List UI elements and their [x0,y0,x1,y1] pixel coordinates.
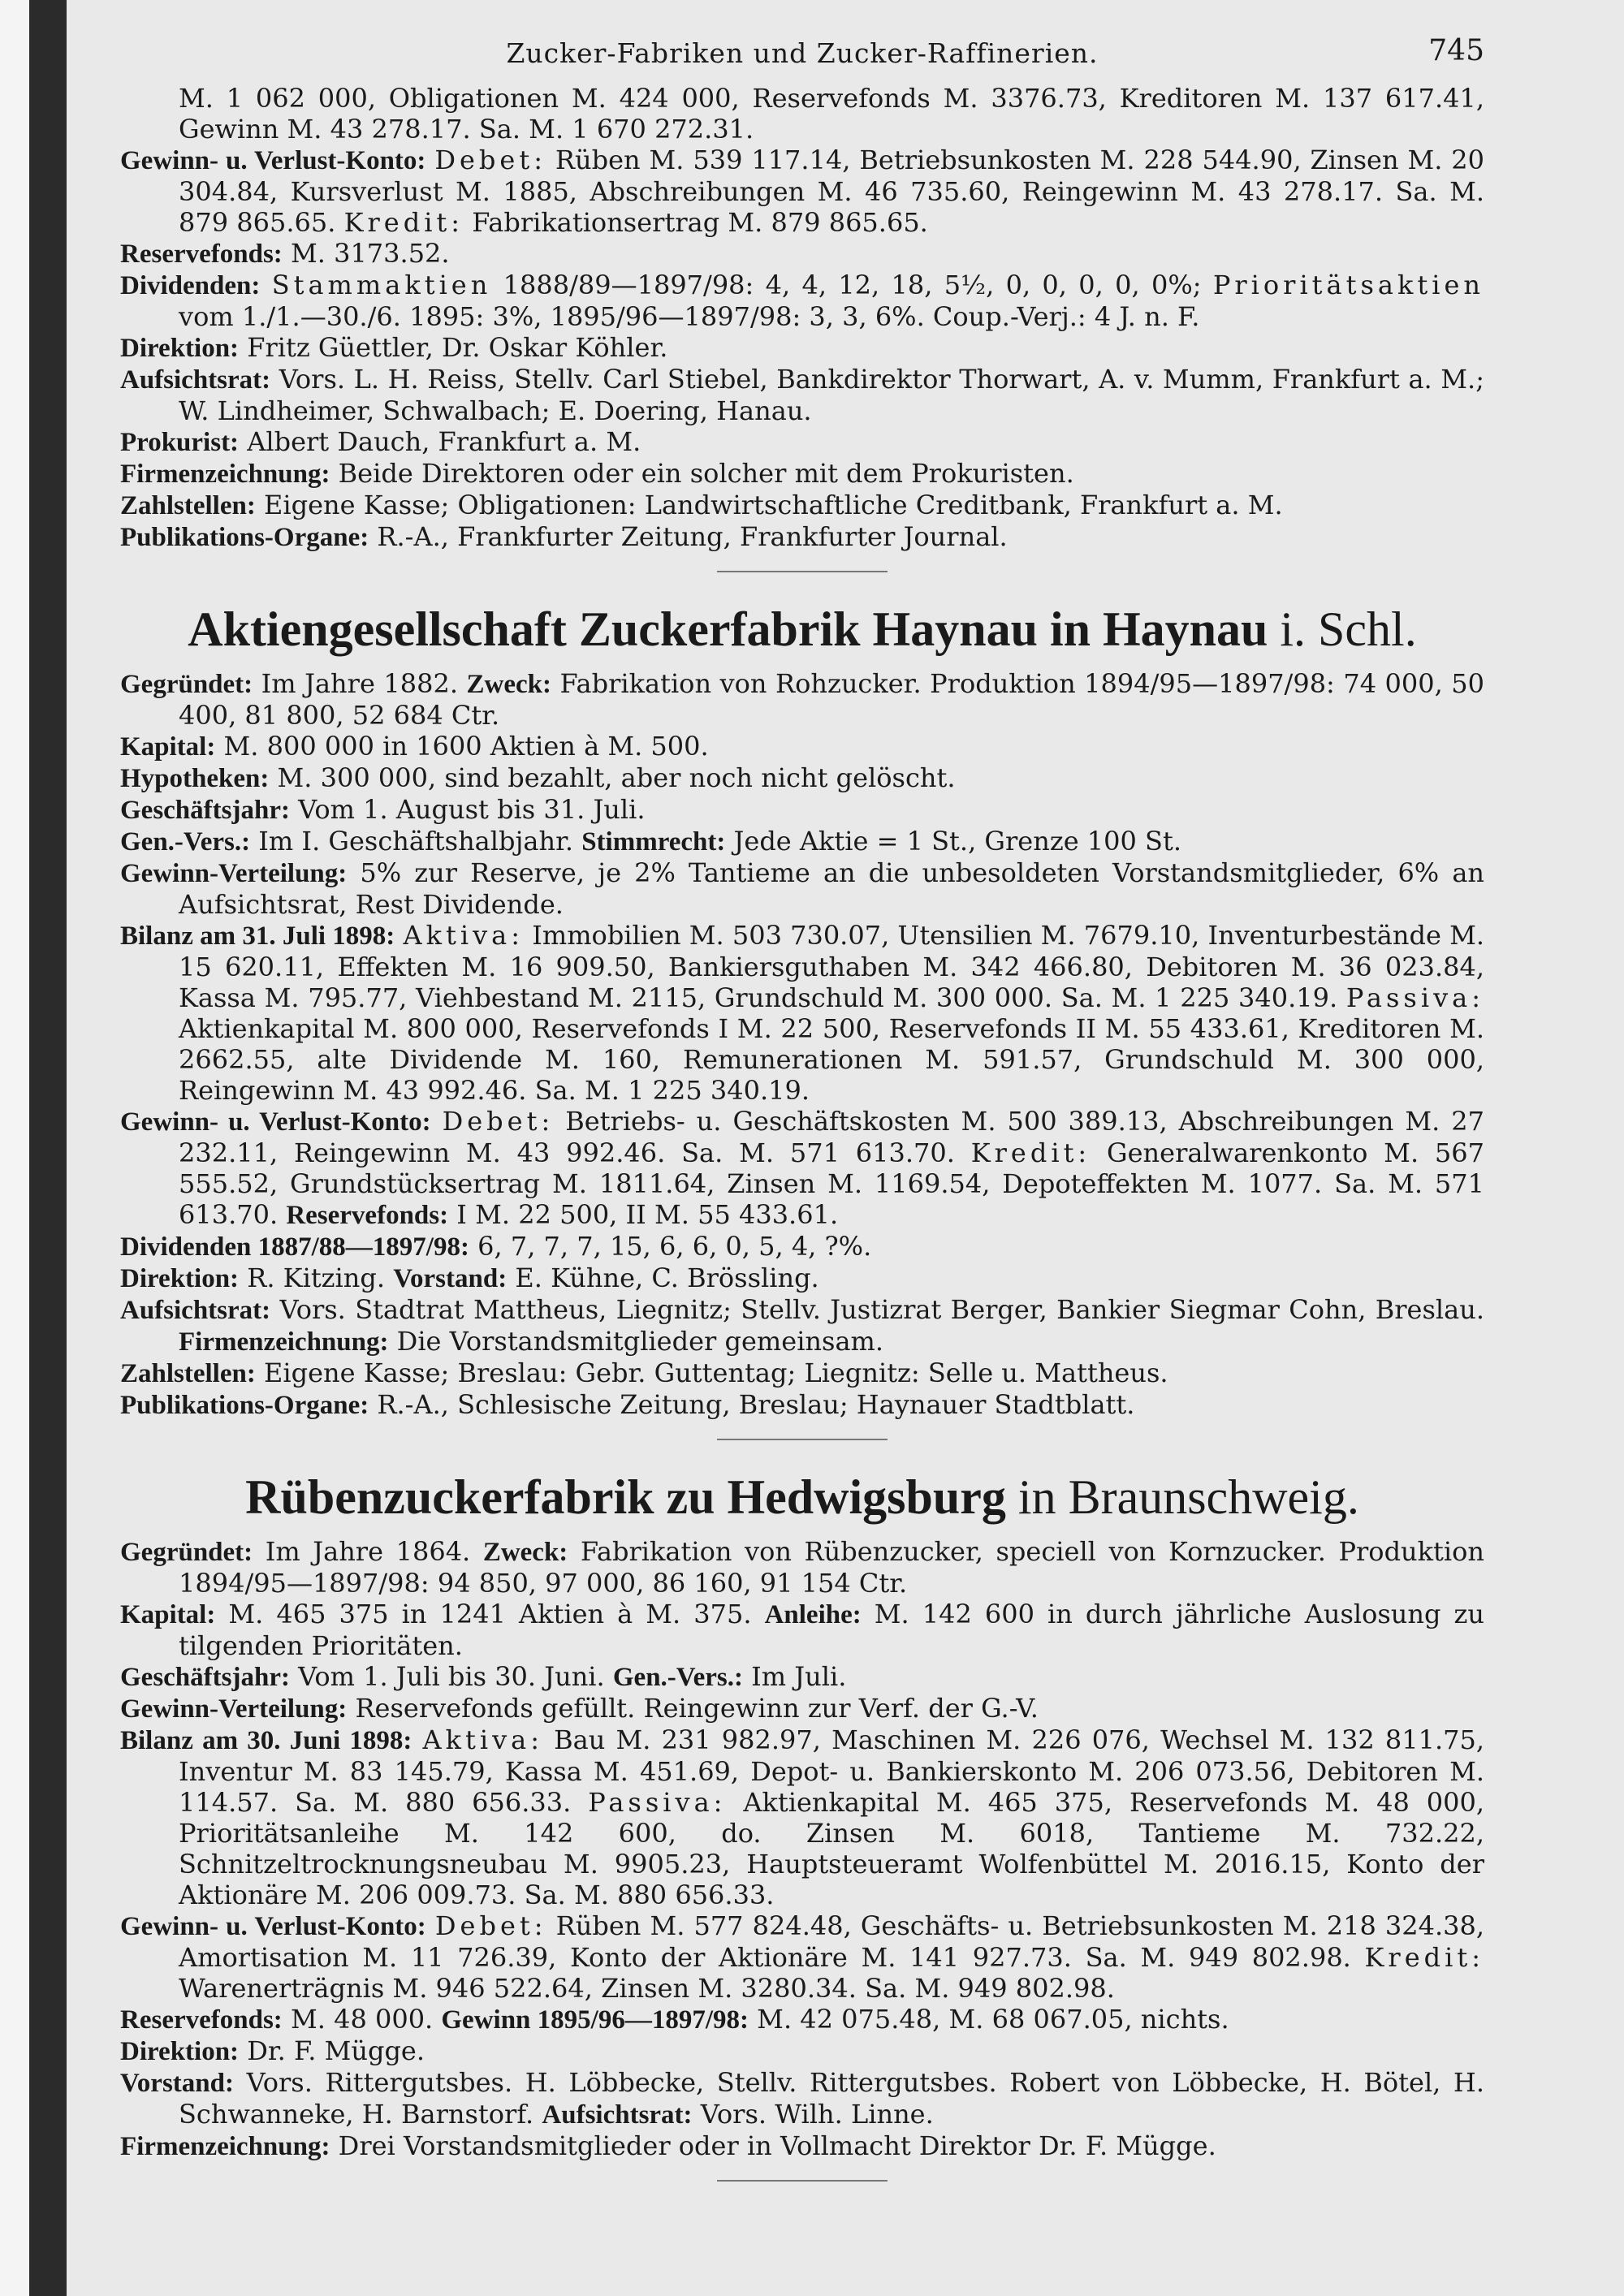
entry-verteilung: Gewinn-Verteilung: 5% zur Reserve, je 2% Tantieme an die unbesoldeten Vorstandsmitglieder, 6% an Aufsichtsrat, Rest Dividende. [120,857,1485,920]
entry-gegruendet: Gegründet: Im Jahre 1882. Zweck: Fabrikation von Rohzucker. Produktion 1894/95—1897/98: 74 000, 50 400, 81 800, 52 684 Ctr. [120,668,1485,731]
binding-shadow [29,0,67,2296]
page-margin [0,0,29,2296]
entry-zahlstellen: Zahlstellen: Eigene Kasse; Breslau: Gebr. Guttentag; Liegnitz: Selle u. Mattheus. [120,1357,1168,1388]
section-divider [717,1439,888,1440]
section-continued [120,83,1484,553]
page-number: 745 [1428,34,1484,67]
entry-hypotheken: Hypotheken: M. 300 000, sind bezahlt, aber noch nicht gelöscht. [120,762,956,793]
entry-guv: Gewinn- u. Verlust-Konto: Debet: Rüben M. 577 824.48, Geschäfts- u. Betriebsunkosten M. 218 324.38, Amortisation M. 11 726.39, Konto der Aktionäre M. 141 927.73. Sa. M. 949 802.98. Kredit: Warenerträgnis M. 946 522.64, Zinsen M. 3280.34. Sa. M. 949 802.98. [120,1910,1485,2004]
section-divider [717,571,888,572]
company-title-hedwigsburg: Rübenzuckerfabrik zu Hedwigsburg in Braunschweig. [245,1470,1359,1524]
entry-geschaeftsjahr: Geschäftsjahr: Vom 1. August bis 31. Juli. [120,794,646,825]
section-divider [717,2180,888,2182]
running-head [120,31,1484,83]
entry-firmenzeichnung: Firmenzeichnung: Drei Vorstandsmitglieder oder in Vollmacht Direktor Dr. F. Mügge. [120,2130,1216,2161]
continued-intro: M. 1 062 000, Obligationen M. 424 000, Reservefonds M. 3376.73, Kreditoren M. 137 617.41, Gewinn M. 43 278.17. Sa. M. 1 670 272.31. [179,83,1484,145]
entry-direktion: Direktion: Fritz Güettler, Dr. Oskar Köhler. [120,332,668,363]
entry-bilanz: Bilanz am 31. Juli 1898: Aktiva: Immobilien M. 503 730.07, Utensilien M. 7679.10, Inventurbestände M. 15 620.11, Effekten M. 16 909.50, Bankiersguthaben M. 342 466.80, Debitoren M. 36 023.84, Kassa M. 795.77, Viehbestand M. 2115, Grundschuld M. 300 000. Sa. M. 1 225 340.19. Passiva: Aktienkapital M. 800 000, Reservefonds I M. 22 500, Reservefonds II M. 55 433.61, Kreditoren M. 2662.55, alte Dividende M. 160, Remunerationen M. 591.57, Grundschuld M. 300 000, Reingewinn M. 43 992.46. Sa. M. 1 225 340.19. [120,920,1485,1106]
entry-dividends: Dividenden: Stammaktien 1888/89—1897/98: 4, 4, 12, 18, 5½, 0, 0, 0, 0, 0%; Prioritätsaktien vom 1./1.—30./6. 1895: 3%, 1895/96—1897/98: 3, 3, 6%. Coup.-Verj.: 4 J. n. F. [120,270,1484,332]
entry-reserve: Reservefonds: M. 3173.52. [120,238,450,269]
entry-aufsichtsrat: Aufsichtsrat: Vors. L. H. Reiss, Stellv. Carl Stiebel, Bankdirektor Thorwart, A. v. Mumm, Frankfurt a. M.; W. Lindheimer, Schwalbach; E. Doering, Hanau. [120,364,1485,426]
entry-vorstand: Vorstand: Vors. Rittergutsbes. H. Löbbecke, Stellv. Rittergutsbes. Robert von Löbbecke, H. Bötel, H. Schwanneke, H. Barnstorf. Aufsichtsrat: Vors. Wilh. Linne. [120,2067,1485,2130]
entry-kapital: Kapital: M. 465 375 in 1241 Aktien à M. 375. Anleihe: M. 142 600 in durch jährliche Auslosung zu tilgenden Prioritäten. [120,1599,1485,1661]
entry-direktion: Direktion: R. Kitzing. Vorstand: E. Kühne, C. Brössling. [120,1262,819,1293]
entry-reserve: Reservefonds: M. 48 000. Gewinn 1895/96—1897/98: M. 42 075.48, M. 68 067.05, nichts. [120,2004,1229,2035]
entry-geschaeftsjahr: Geschäftsjahr: Vom 1. Juli bis 30. Juni. Gen.-Vers.: Im Juli. [120,1661,847,1692]
section-haynau [120,600,1484,1421]
entry-bilanz: Bilanz am 30. Juni 1898: Aktiva: Bau M. 231 982.97, Maschinen M. 226 076, Wechsel M. 132 811.75, Inventur M. 83 145.79, Kassa M. 451.69, Depot- u. Bankierskonto M. 206 073.56, Debitoren M. 114.57. Sa. M. 880 656.33. Passiva: Aktienkapital M. 465 375, Reservefonds M. 48 000, Prioritätsanleihe M. 142 600, do. Zinsen M. 6018, Tantieme M. 732.22, Schnitzeltrocknungsneubau M. 9905.23, Hauptsteueramt Wolfenbüttel M. 2016.15, Konto der Aktionäre M. 206 009.73. Sa. M. 880 656.33. [120,1724,1485,1910]
entry-dividenden: Dividenden 1887/88—1897/98: 6, 7, 7, 7, 15, 6, 6, 0, 5, 4, ?%. [120,1231,872,1262]
entry-kapital: Kapital: M. 800 000 in 1600 Aktien à M. 500. [120,731,709,762]
entry-direktion: Direktion: Dr. F. Mügge. [120,2035,425,2066]
entry-guv: Gewinn- u. Verlust-Konto: Debet: Betriebs- u. Geschäftskosten M. 500 389.13, Abschreibungen M. 27 232.11, Reingewinn M. 43 992.46. Sa. M. 571 613.70. Kredit: Generalwarenkonto M. 567 555.52, Grundstücksertrag M. 1811.64, Zinsen M. 1169.54, Depoteffekten M. 1077. Sa. M. 571 613.70. Reservefonds: I M. 22 500, II M. 55 433.61. [120,1106,1485,1230]
book-page [120,31,1484,2272]
entry-publikation: Publikations-Organe: R.-A., Frankfurter Zeitung, Frankfurter Journal. [120,521,1008,552]
entry-verteilung: Gewinn-Verteilung: Reservefonds gefüllt. Reingewinn zur Verf. der G.-V. [120,1693,1039,1724]
entry-prokurist: Prokurist: Albert Dauch, Frankfurt a. M. [120,426,641,457]
section-hedwigsburg [120,1468,1484,2162]
entry-guv: Gewinn- u. Verlust-Konto: Debet: Rüben M. 539 117.14, Betriebsunkosten M. 228 544.90, Zinsen M. 20 304.84, Kursverlust M. 1885, Abschreibungen M. 46 735.60, Reingewinn M. 43 278.17. Sa. M. 879 865.65. Kredit: Fabrikationsertrag M. 879 865.65. [120,145,1485,238]
company-title-haynau: Aktiengesellschaft Zuckerfabrik Haynau in Haynau i. Schl. [188,602,1417,656]
entry-publikation: Publikations-Organe: R.-A., Schlesische Zeitung, Breslau; Haynauer Stadtblatt. [120,1389,1135,1420]
entry-firmenzeichnung: Firmenzeichnung: Beide Direktoren oder ein solcher mit dem Prokuristen. [120,458,1074,489]
running-title: Zucker-Fabriken und Zucker-Raffinerien. [506,37,1099,69]
entry-aufsichtsrat: Aufsichtsrat: Vors. Stadtrat Mattheus, Liegnitz; Stellv. Justizrat Berger, Bankier Siegmar Cohn, Breslau. Firmenzeichnung: Die Vorstandsmitglieder gemeinsam. [120,1294,1485,1357]
entry-genvers: Gen.-Vers.: Im I. Geschäftshalbjahr. Stimmrecht: Jede Aktie = 1 St., Grenze 100 St. [120,826,1181,857]
entry-zahlstellen: Zahlstellen: Eigene Kasse; Obligationen: Landwirtschaftliche Creditbank, Frankfurt a. M. [120,490,1283,520]
entry-gegruendet: Gegründet: Im Jahre 1864. Zweck: Fabrikation von Rübenzucker, speciell von Kornzucker. Produktion 1894/95—1897/98: 94 850, 97 000, 86 160, 91 154 Ctr. [120,1536,1485,1599]
